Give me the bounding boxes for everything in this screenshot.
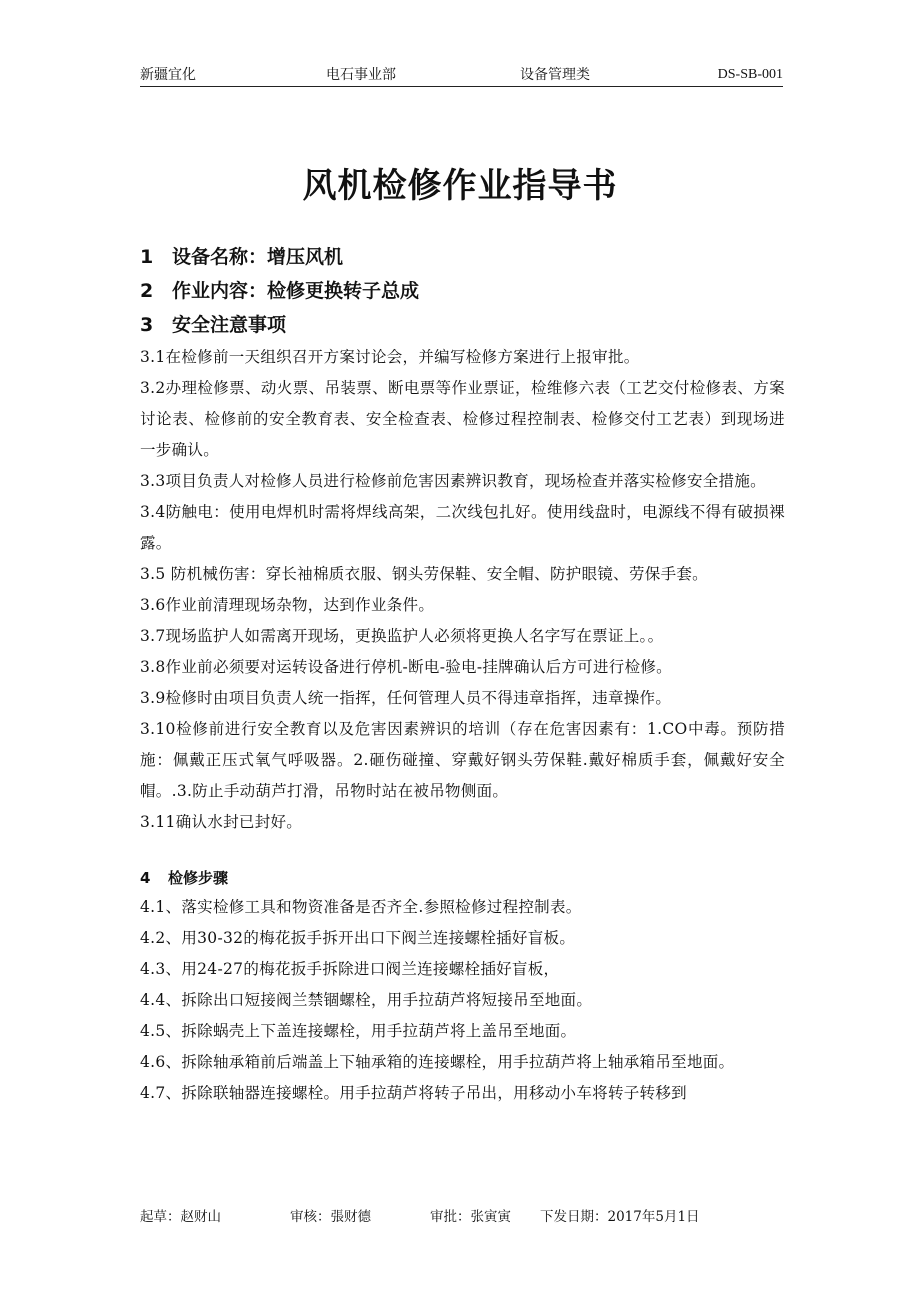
safety-item-3-10: 3.10检修前进行安全教育以及危害因素辨识的培训（存在危害因素有：1.CO中毒。预防措施：佩戴正压式氧气呼吸器。2.砸伤碰撞、穿戴好钢头劳保鞋.戴好棉质手套，佩戴好安全帽。.3.防止手动葫芦打滑，吊物时站在被吊物侧面。: [140, 720, 785, 800]
section-number: 1: [140, 246, 154, 268]
section-text: 作业内容：检修更换转子总成: [172, 280, 420, 302]
safety-item-3-9: 3.9检修时由项目负责人统一指挥，任何管理人员不得违章指挥，违章操作。: [140, 689, 672, 707]
section-4-heading: [140, 864, 785, 892]
section-number: 4: [140, 869, 151, 887]
footer-approved: 审批：张寅寅: [430, 1209, 511, 1225]
section-text: 设备名称：增压风机: [172, 246, 344, 268]
safety-item-3-3: 3.3项目负责人对检修人员进行检修前危害因素辨识教育，现场检查并落实检修安全措施。: [140, 472, 766, 490]
page-header: [140, 64, 783, 87]
section-2-heading: [140, 274, 785, 308]
safety-item-3-1: 3.1在检修前一天组织召开方案讨论会，并编写检修方案进行上报审批。: [140, 348, 640, 366]
section-3-heading: [140, 308, 785, 342]
step-4-6: 4.6、拆除轴承箱前后端盖上下轴承箱的连接螺栓，用手拉葫芦将上轴承箱吊至地面。: [140, 1053, 735, 1071]
safety-item-3-5: 3.5 防机械伤害：穿长袖棉质衣服、钢头劳保鞋、安全帽、防护眼镜、劳保手套。: [140, 565, 708, 583]
safety-item-3-6: 3.6作业前清理现场杂物，达到作业条件。: [140, 596, 435, 614]
header-company: 新疆宜化: [140, 67, 196, 83]
section-number: 3: [140, 314, 154, 336]
step-4-4: 4.4、拆除出口短接阀兰禁锢螺栓，用手拉葫芦将短接吊至地面。: [140, 991, 593, 1009]
safety-item-3-8: 3.8作业前必须要对运转设备进行停机-断电-验电-挂牌确认后方可进行检修。: [140, 658, 672, 676]
header-category: 设备管理类: [520, 67, 590, 83]
header-department: 电石事业部: [326, 67, 396, 83]
step-4-2: 4.2、用30-32的梅花扳手拆开出口下阀兰连接螺栓插好盲板。: [140, 929, 576, 947]
footer-issue-date: 下发日期：2017年5月1日: [540, 1209, 700, 1225]
safety-item-3-2: 3.2办理检修票、动火票、吊装票、断电票等作业票证，检维修六表（工艺交付检修表、方案讨论表、检修前的安全教育表、安全检查表、检修过程控制表、检修交付工艺表）到现场进一步确认。: [140, 379, 785, 459]
step-4-5: 4.5、拆除蜗壳上下盖连接螺栓，用手拉葫芦将上盖吊至地面。: [140, 1022, 577, 1040]
step-4-3: 4.3、用24-27的梅花扳手拆除进口阀兰连接螺栓插好盲板，: [140, 960, 560, 978]
step-4-7: 4.7、拆除联轴器连接螺栓。用手拉葫芦将转子吊出，用移动小车将转子转移到: [140, 1084, 687, 1102]
safety-item-3-4: 3.4防触电：使用电焊机时需将焊线高架，二次线包扎好。使用线盘时，电源线不得有破损裸露。: [140, 503, 785, 552]
safety-item-3-7: 3.7现场监护人如需离开现场，更换监护人必须将更换人名字写在票证上。。: [140, 627, 664, 645]
footer-reviewed: 审核：張财德: [290, 1209, 371, 1225]
step-4-1: 4.1、落实检修工具和物资准备是否齐全.参照检修过程控制表。: [140, 898, 582, 916]
section-text: 检修步骤: [168, 869, 229, 887]
section-text: 安全注意事项: [172, 314, 287, 336]
document-body: [140, 240, 785, 1109]
footer-drafted: 起草：赵财山: [140, 1209, 221, 1225]
section-number: 2: [140, 280, 154, 302]
section-1-heading: [140, 240, 785, 274]
safety-item-3-11: 3.11确认水封已封好。: [140, 813, 303, 831]
header-doc-code: DS-SB-001: [717, 67, 783, 82]
document-title: 风机检修作业指导书: [302, 166, 618, 206]
